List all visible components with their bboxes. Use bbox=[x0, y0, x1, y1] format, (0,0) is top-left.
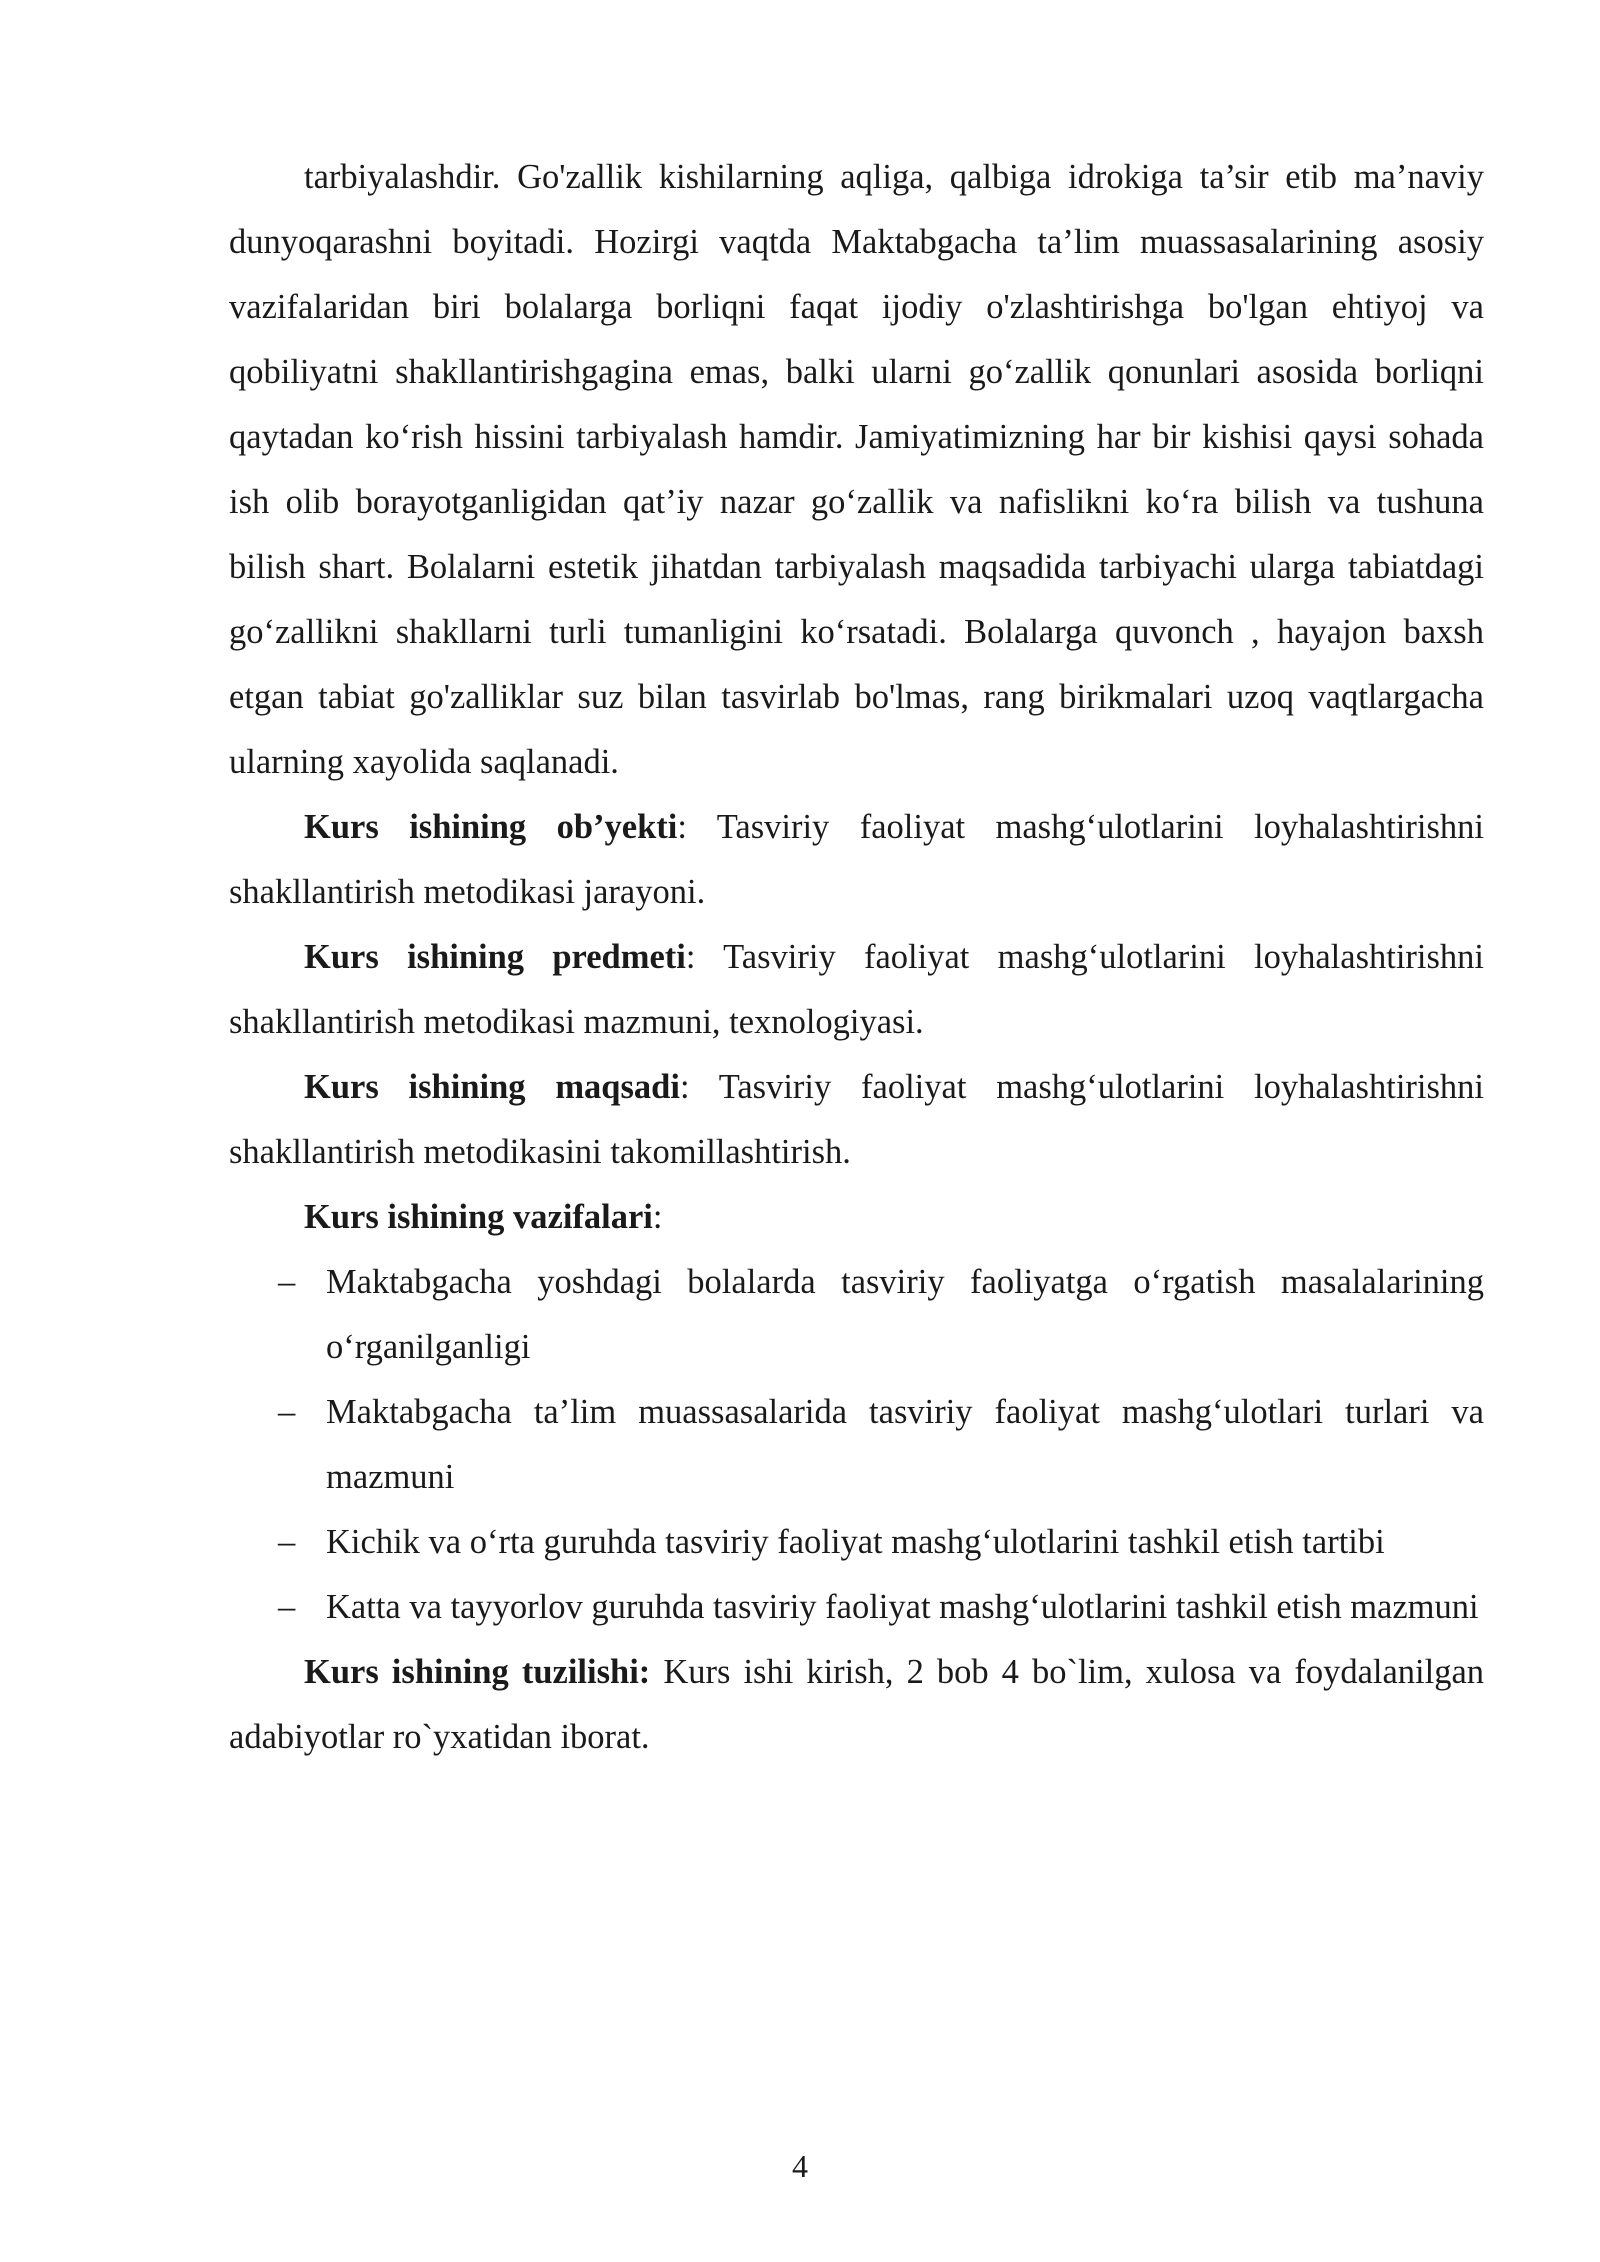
goal-paragraph bbox=[229, 1055, 1484, 1185]
object-paragraph bbox=[229, 795, 1484, 925]
list-dash: – bbox=[278, 1263, 296, 1301]
tasks-list bbox=[229, 1250, 1484, 1640]
tasks-heading bbox=[229, 1185, 1484, 1250]
tasks-label: Kurs ishining vazifalari bbox=[304, 1198, 653, 1236]
list-item bbox=[229, 1250, 1484, 1380]
list-item-text: Maktabgacha ta’lim muassasalarida tasviriy faoliyat mashg‘ulotlari turlari va mazmuni bbox=[326, 1393, 1484, 1496]
list-dash: – bbox=[278, 1588, 296, 1626]
list-item-text: Katta va tayyorlov guruhda tasviriy faoliyat mashg‘ulotlarini tashkil etish mazmuni bbox=[326, 1588, 1479, 1626]
subject-text: : Tasviriy faoliyat mashg‘ulotlarini loyhalashtirishni shakllantirish metodikasi mazmuni, texnologiyasi. bbox=[229, 938, 1484, 1041]
intro-text: tarbiyalashdir. Go'zallik kishilarning aqliga, qalbiga idrokiga ta’sir etib ma’naviy dunyoqarashni boyitadi. Hozirgi vaqtda Maktabgacha ta’lim muassasalarining asosiy vazifalaridan biri bolalarga borliqni faqat ijodiy o'zlashtirishga bo'lgan ehtiyoj va qobiliyatni shakllantirishgagina emas, balki ularni go‘zallik qonunlari asosida borliqni qaytadan ko‘rish hissini tarbiyalash hamdir. Jamiyatimizning har bir kishisi qaysi sohada ish olib borayotganligidan qat’iy nazar go‘zallik va nafislikni ko‘ra bilish va tushuna bilish shart. Bolalarni estetik jihatdan tarbiyalash maqsadida tarbiyachi ularga tabiatdagi go‘zallikni shakllarni turli tumanligini ko‘rsatadi. Bolalarga quvonch , hayajon baxsh etgan tabiat go'zalliklar suz bilan tasvirlab bo'lmas, rang birikmalari uzoq vaqtlargacha ularning xayolida saqlanadi. bbox=[229, 158, 1484, 781]
list-item-text: Kichik va o‘rta guruhda tasviriy faoliyat mashg‘ulotlarini tashkil etish tartibi bbox=[326, 1523, 1385, 1561]
subject-label: Kurs ishining predmeti bbox=[304, 938, 686, 976]
structure-text: Kurs ishi kirish, 2 bob 4 bo`lim, xulosa va foydalanilgan adabiyotlar ro`yxatidan iborat. bbox=[229, 1653, 1485, 1756]
list-item bbox=[229, 1510, 1484, 1575]
tasks-colon: : bbox=[652, 1198, 663, 1236]
page-number: 4 bbox=[792, 2148, 808, 2184]
intro-paragraph bbox=[229, 145, 1484, 795]
list-dash: – bbox=[278, 1393, 296, 1431]
object-label: Kurs ishining ob’yekti bbox=[304, 808, 678, 846]
list-item bbox=[229, 1575, 1484, 1640]
list-item bbox=[229, 1380, 1484, 1510]
page-body bbox=[229, 145, 1484, 1770]
structure-paragraph bbox=[229, 1640, 1484, 1770]
goal-label: Kurs ishining maqsadi bbox=[304, 1068, 680, 1106]
object-text: : Tasviriy faoliyat mashg‘ulotlarini loyhalashtirishni shakllantirish metodikasi jarayoni. bbox=[229, 808, 1484, 911]
list-dash: – bbox=[278, 1523, 296, 1561]
goal-text: : Tasviriy faoliyat mashg‘ulotlarini loyhalashtirishni shakllantirish metodikasini takomillashtirish. bbox=[229, 1068, 1484, 1171]
list-item-text: Maktabgacha yoshdagi bolalarda tasviriy faoliyatga o‘rgatish masalalarining o‘rganilganligi bbox=[326, 1263, 1484, 1366]
subject-paragraph bbox=[229, 925, 1484, 1055]
structure-label: Kurs ishining tuzilishi: bbox=[304, 1653, 651, 1691]
